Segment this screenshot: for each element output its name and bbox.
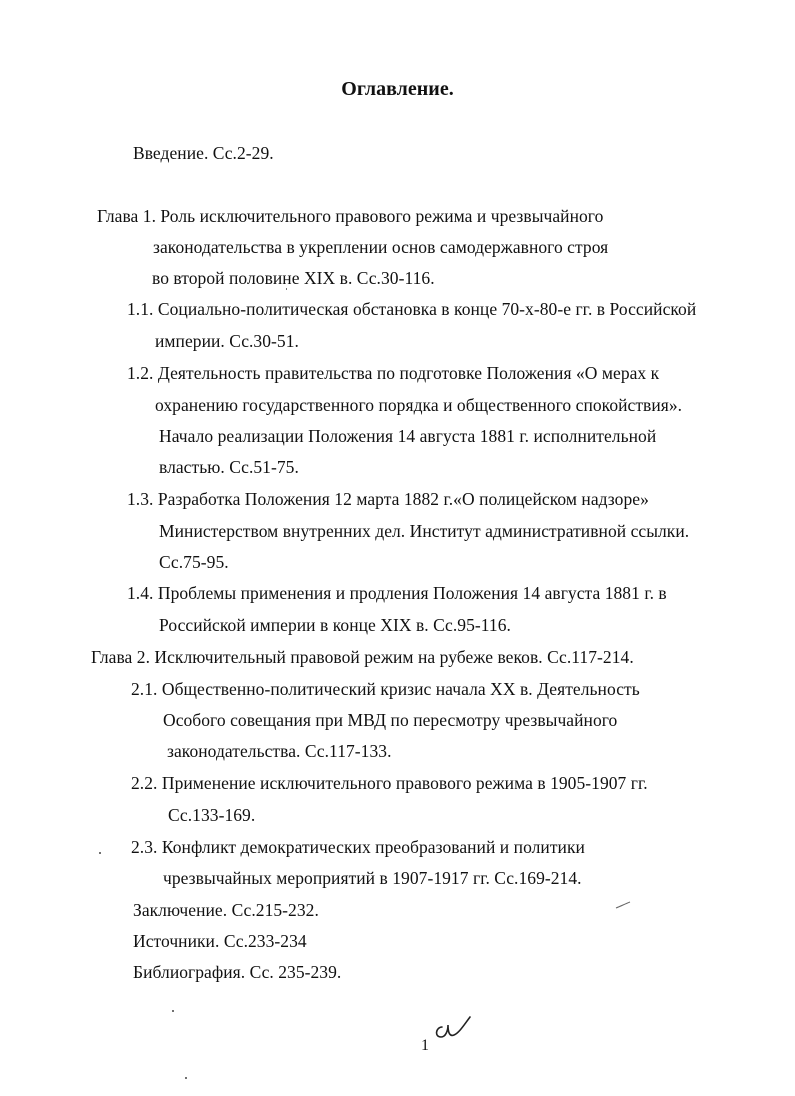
toc-section-1-2-line-2: охранению государственного порядка и общественного спокойствия». (155, 395, 683, 415)
toc-section-1-2-line-3: Начало реализации Положения 14 августа 1881 г. исполнительной (159, 426, 657, 446)
handwritten-initial-mark (432, 1013, 472, 1041)
toc-section-1-1-line-1: 1.1. Социально-политическая обстановка в конце 70-х-80-е гг. в Российской (127, 299, 697, 319)
toc-sources: Источники. Сс.233-234 (133, 931, 307, 951)
toc-section-2-2-line-1: 2.2. Применение исключительного правового режима в 1905-1907 гг. (131, 773, 648, 793)
scan-stroke (614, 900, 632, 910)
toc-chapter-1-line-2: законодательства в укреплении основ самодержавного строя (153, 237, 609, 257)
toc-section-2-1-line-1: 2.1. Общественно-политический кризис начала XX в. Деятельность (131, 679, 640, 699)
toc-section-2-2-line-2: Сс.133-169. (168, 805, 256, 825)
toc-section-1-3-line-1: 1.3. Разработка Положения 12 марта 1882 г.«О полицейском надзоре» (127, 489, 649, 509)
toc-section-1-3-line-3: Сс.75-95. (159, 552, 229, 572)
scan-speck (99, 852, 101, 854)
toc-section-1-4-line-1: 1.4. Проблемы применения и продления Положения 14 августа 1881 г. в (127, 583, 667, 603)
toc-section-1-4-line-2: Российской империи в конце XIX в. Сс.95-116. (159, 615, 511, 635)
toc-introduction: Введение. Сс.2-29. (133, 143, 274, 163)
toc-section-2-1-line-3: законодательства. Сс.117-133. (167, 741, 392, 761)
toc-section-1-2-line-1: 1.2. Деятельность правительства по подготовке Положения «О мерах к (127, 363, 660, 383)
page-number: 1 (421, 1037, 429, 1054)
toc-section-1-1-line-2: империи. Сс.30-51. (155, 331, 299, 351)
toc-conclusion: Заключение. Сс.215-232. (133, 900, 319, 920)
toc-chapter-1-line-1: Глава 1. Роль исключительного правового режима и чрезвычайного (97, 206, 604, 226)
toc-section-2-1-line-2: Особого совещания при МВД по пересмотру чрезвычайного (163, 710, 618, 730)
scan-speck (185, 1077, 187, 1079)
toc-section-2-3-line-1: 2.3. Конфликт демократических преобразований и политики (131, 837, 585, 857)
toc-chapter-1-line-3: во второй половине XIX в. Сс.30-116. (152, 268, 435, 288)
page-title: Оглавление. (341, 78, 454, 100)
toc-chapter-2-line-1: Глава 2. Исключительный правовой режим на рубеже веков. Сс.117-214. (91, 647, 634, 667)
scan-speck (286, 288, 287, 290)
toc-section-2-3-line-2: чрезвычайных мероприятий в 1907-1917 гг. Сс.169-214. (163, 868, 582, 888)
toc-bibliography: Библиография. Сс. 235-239. (133, 962, 342, 982)
toc-section-1-3-line-2: Министерством внутренних дел. Институт административной ссылки. (159, 521, 690, 541)
scan-speck (172, 1010, 174, 1012)
toc-section-1-2-line-4: властью. Сс.51-75. (159, 457, 299, 477)
